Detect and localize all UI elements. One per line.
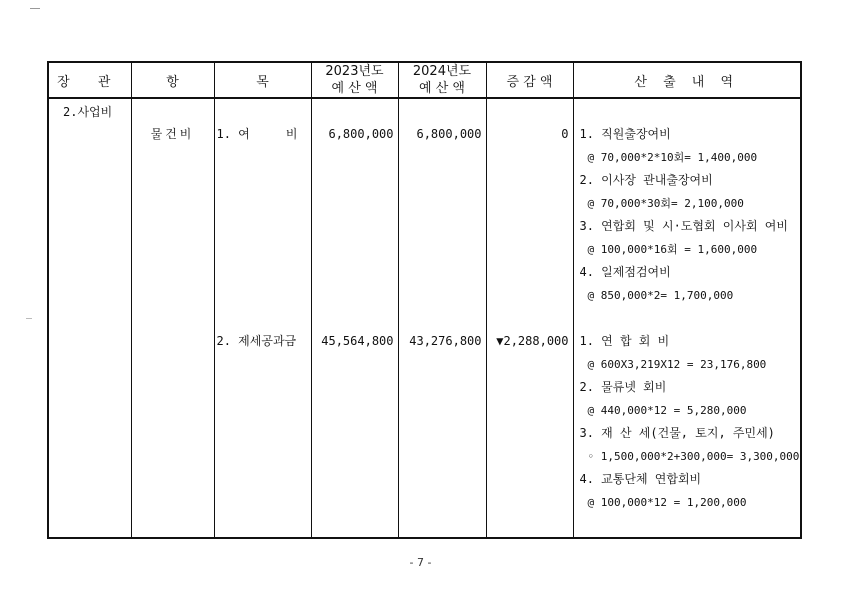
detail-formula: ◦ 1,500,000*2+300,000= 3,300,000 [587, 450, 800, 463]
detail-formula: @ 600X3,219X12 = 23,176,800 [587, 358, 767, 371]
mok-item-taxes: 2. 제세공과금 [216, 334, 297, 348]
detail-formula: @ 70,000*30회= 2,100,000 [587, 197, 744, 210]
header-mok: 목 [214, 62, 311, 98]
detail-line: 4. 교통단체 연합회비 [579, 472, 702, 486]
detail-formula: @ 440,000*12 = 5,280,000 [587, 404, 747, 417]
budget-2023-cell [311, 98, 398, 538]
detail-line: 1. 직원출장여비 [579, 127, 671, 141]
detail-formula: @ 850,000*2= 1,700,000 [587, 289, 734, 302]
detail-line: 1. 연 합 회 비 [579, 334, 670, 348]
budget-2024-cell [398, 98, 486, 538]
detail-line: 4. 일제점검여비 [579, 265, 671, 279]
table-row [48, 98, 801, 538]
jang-cell: 2.사업비 [48, 98, 131, 538]
hang-cell: 물건비 [131, 98, 214, 538]
header-2024-budget: 2024년도 예 산 액 [398, 62, 486, 98]
spacer [580, 307, 801, 330]
change-taxes: ▼2,288,000 [496, 334, 569, 348]
detail-line: 3. 재 산 세(건물, 토지, 주민세) [579, 426, 775, 440]
header-hang: 항 [131, 62, 214, 98]
budget-2023-taxes: 45,564,800 [321, 334, 394, 348]
change-travel: 0 [561, 127, 569, 141]
header-change: 증 감 액 [486, 62, 573, 98]
detail-formula: @ 100,000*16회 = 1,600,000 [587, 243, 758, 256]
mok-cell [214, 98, 311, 538]
budget-2024-travel: 6,800,000 [416, 127, 482, 141]
detail-line: 2. 이사장 관내출장여비 [579, 173, 713, 187]
detail-cell [573, 98, 801, 538]
header-row [48, 62, 801, 98]
detail-formula: @ 70,000*2*10회= 1,400,000 [587, 151, 758, 164]
detail-line: 2. 물류넷 회비 [579, 380, 667, 394]
budget-2024-taxes: 43,276,800 [409, 334, 482, 348]
header-2023-budget: 2023년도 예 산 액 [311, 62, 398, 98]
detail-line: 3. 연합회 및 시·도협회 이사회 여비 [579, 219, 788, 233]
scan-mark-side [26, 318, 32, 319]
budget-2023-travel: 6,800,000 [328, 127, 394, 141]
scan-mark [30, 8, 40, 9]
change-cell [486, 98, 573, 538]
mok-item-travel: 1. 여 비 [216, 127, 298, 141]
header-detail: 산 출 내 역 [573, 62, 801, 98]
budget-table [47, 61, 802, 539]
header-jang: 장 관 [48, 62, 131, 98]
detail-formula: @ 100,000*12 = 1,200,000 [587, 496, 747, 509]
page-number: - 7 - [409, 556, 432, 569]
